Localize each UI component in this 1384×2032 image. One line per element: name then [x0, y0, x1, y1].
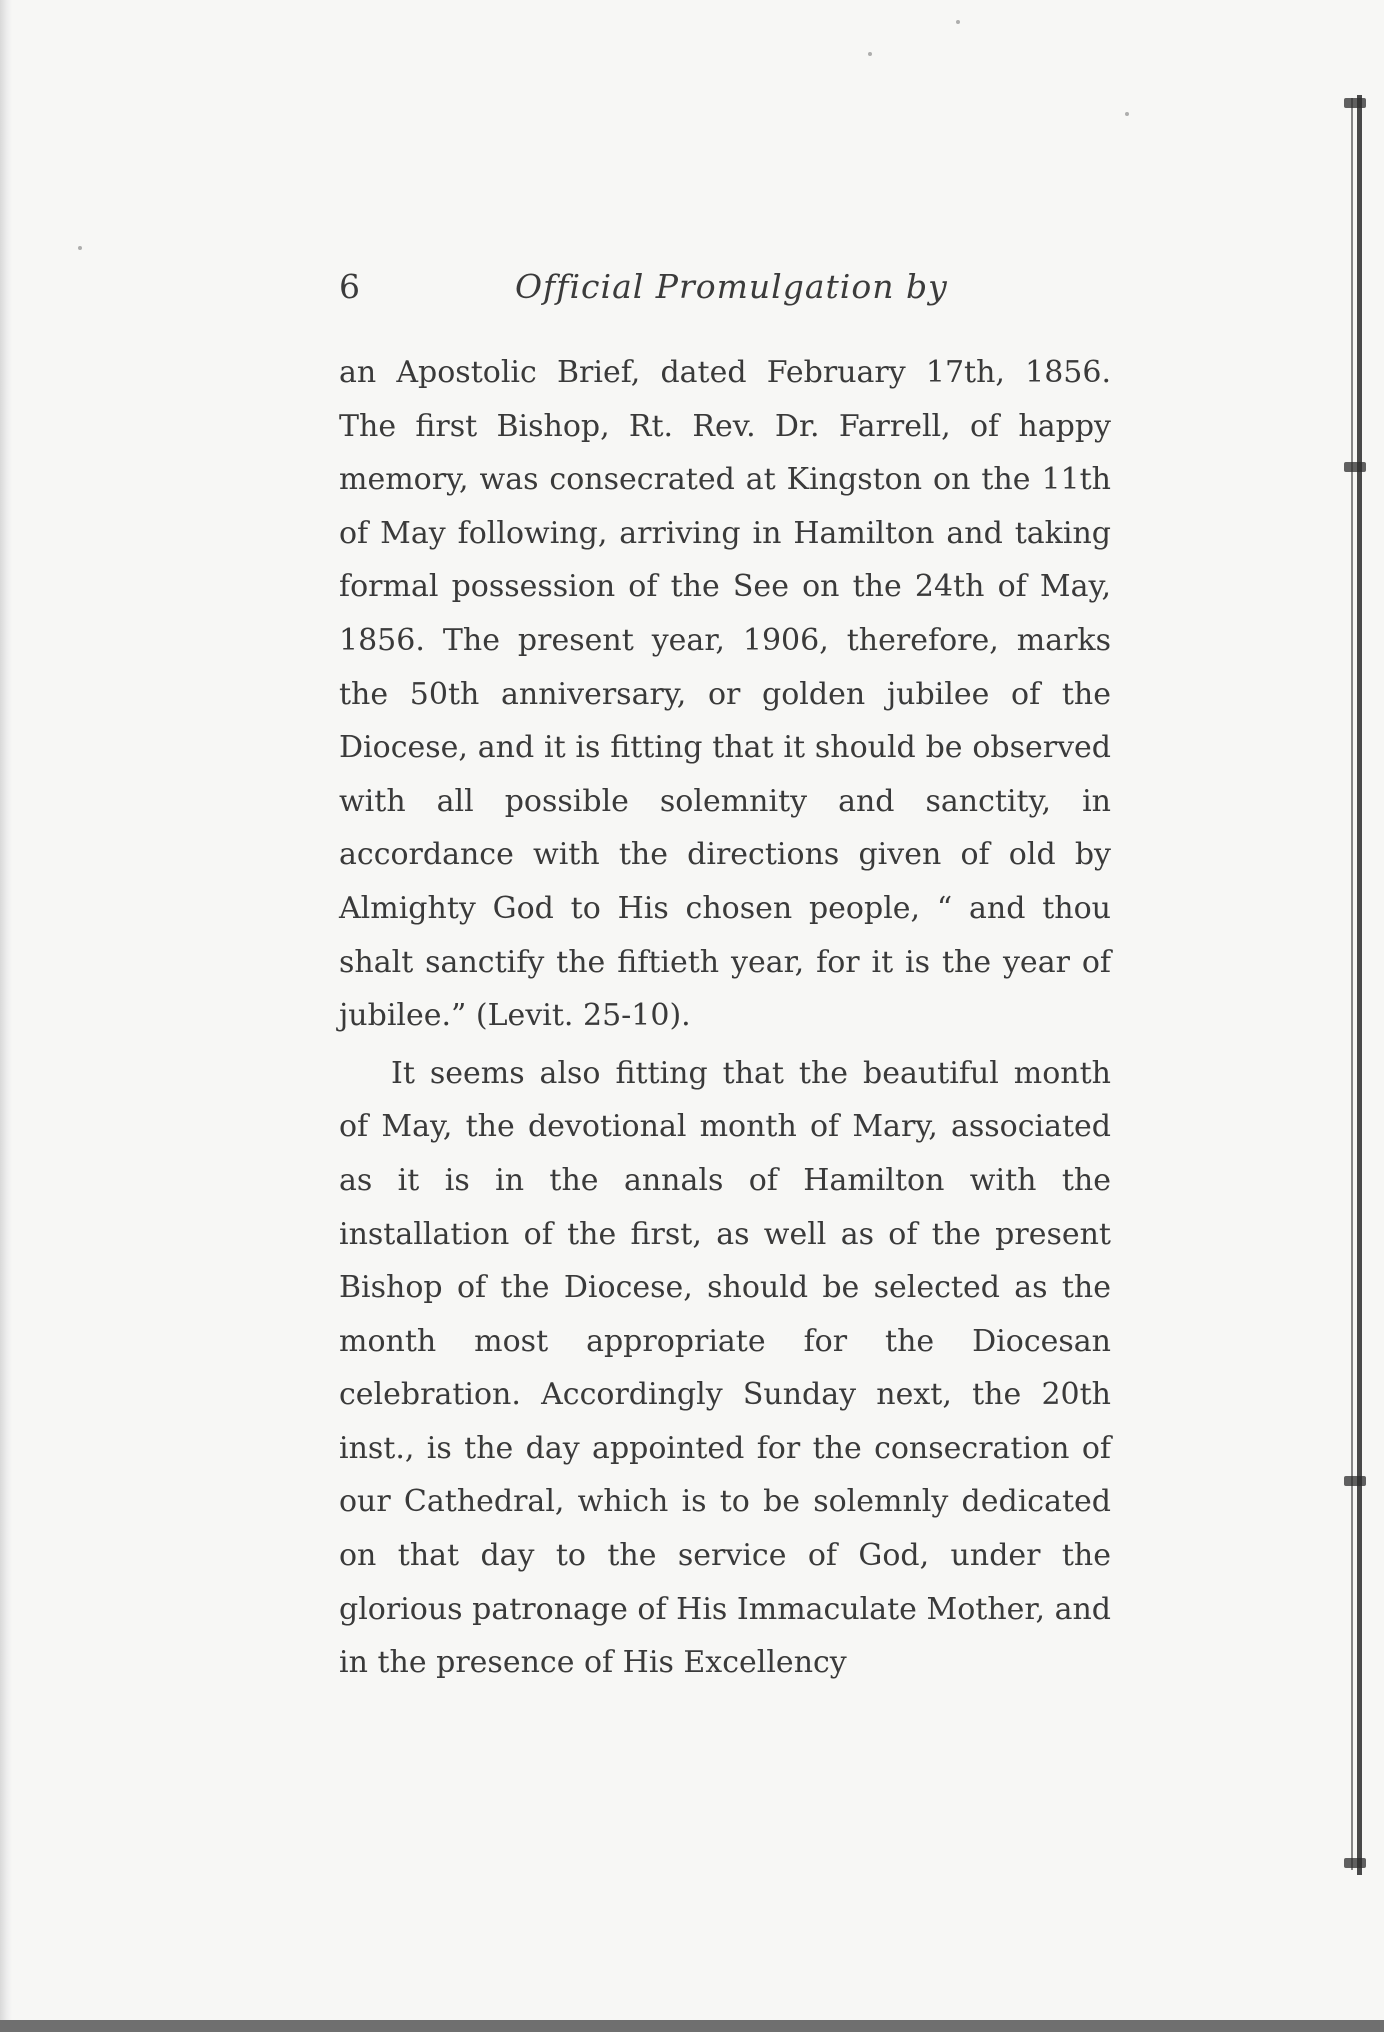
binding-notch-bottom	[1344, 1858, 1366, 1868]
page-number: 6	[339, 267, 360, 306]
binding-notch-lower	[1344, 1476, 1366, 1486]
paragraph-1: an Apostolic Brief, dated February 17th, 1856. The first Bishop, Rt. Rev. Dr. Farrell, of happy memory, was consecrated at Kingston on the 11th of May following, arriving in Hamilton and taking formal possession of the See on the 24th of May, 1856. The present year, 1906, therefore, marks the 50th anniversary, or golden jubilee of the Diocese, and it is fitting that it should be observed with all possible solemnity and sanctity, in accordance with the directions given of old by Almighty God to His chosen people, “ and thou shalt sanctify the fiftieth year, for it is the year of jubilee.” (Levit. 25-10).	[339, 355, 1111, 1034]
right-binding-line-secondary	[1351, 98, 1353, 1870]
scan-speck	[868, 52, 872, 56]
scan-speck	[956, 20, 960, 24]
right-binding-line	[1357, 95, 1362, 1875]
page-bottom-edge	[0, 2020, 1384, 2032]
scan-speck	[78, 246, 82, 250]
body-text	[339, 346, 1111, 1690]
page-left-edge	[0, 0, 12, 2032]
scan-speck	[1125, 112, 1129, 116]
binding-notch-middle	[1344, 462, 1366, 472]
running-title: Official Promulgation by	[515, 267, 948, 306]
paragraph-2: It seems also fitting that the beautiful month of May, the devotional month of Mary, associated as it is in the annals of Hamilton with the installation of the first, as well as of the present Bishop of the Diocese, should be selected as the month most appropriate for the Diocesan celebration. Accordingly Sunday next, the 20th inst., is the day appointed for the consecration of our Cathedral, which is to be solemnly dedicated on that day to the service of God, under the glorious patronage of His Immaculate Mother, and in the presence of His Excellency	[339, 1055, 1111, 1681]
binding-notch-top	[1344, 98, 1366, 108]
page-header	[339, 265, 1111, 309]
